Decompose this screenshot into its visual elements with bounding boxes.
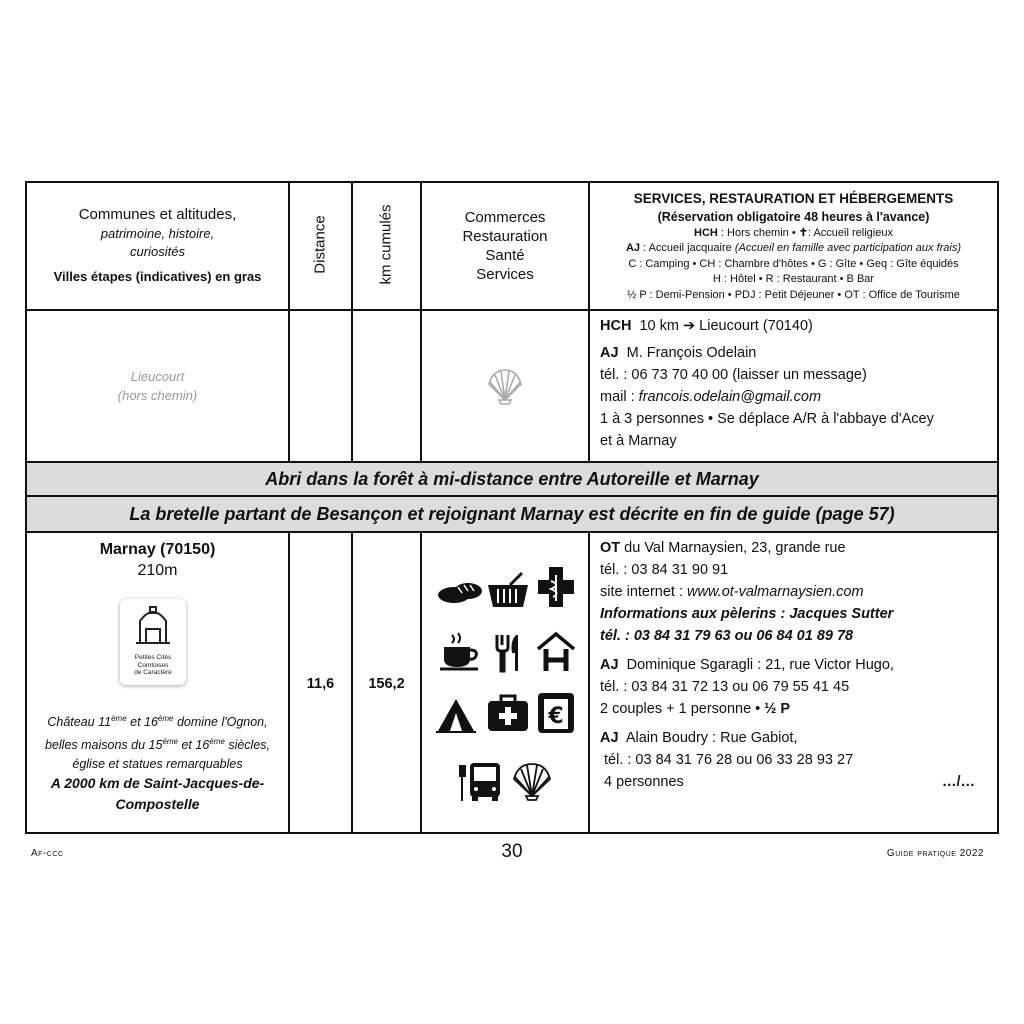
- distance-value: 11,6: [306, 675, 335, 692]
- legend-aj-text: : Accueil jacquaire: [640, 242, 735, 255]
- aj1-tel: tél. : 03 84 31 72 13 ou 06 79 55 41 45: [600, 679, 850, 695]
- marnay-cumul: [353, 533, 420, 834]
- pilgrim-info: Informations aux pèlerins : Jacques Sutter: [600, 606, 894, 622]
- aj-label: AJ: [600, 345, 619, 361]
- aj2-text: Alain Boudry : Rue Gabiot,: [625, 730, 798, 746]
- lieucourt-services-icons: [422, 311, 588, 461]
- svg-text:€: €: [548, 704, 564, 729]
- petites-cites-logo: [120, 599, 186, 685]
- heritage-line-2: [27, 732, 288, 755]
- compostelle-line-1: A 2000 km de Saint-Jacques-de-: [50, 775, 265, 791]
- restaurant-icon: [494, 633, 522, 673]
- header-km: [353, 183, 420, 309]
- marnay-name: Marnay (70150): [99, 541, 216, 558]
- cross-icon: ✝: [798, 226, 808, 239]
- basket-icon: [486, 569, 530, 609]
- marnay-services-icons: [422, 533, 588, 834]
- header-communes-title: Communes et altitudes,: [78, 206, 237, 223]
- aj2-capacity: 4 personnes: [604, 774, 684, 790]
- header-communes-sub1: patrimoine, histoire,: [100, 226, 215, 241]
- lieucourt-services: [590, 311, 997, 461]
- heritage-text: domine l'Ognon,: [173, 715, 268, 730]
- marnay-services: [590, 533, 997, 834]
- hch-text: 10 km ➔ Lieucourt (70140): [639, 318, 813, 334]
- services-reservation: (Réservation obligatoire 48 heures à l'avance): [657, 209, 930, 224]
- coffee-icon: [438, 631, 482, 673]
- heritage-text: siècles,: [224, 738, 270, 753]
- aj2-label: AJ: [600, 730, 619, 746]
- scallop-shell-icon: [510, 761, 554, 801]
- marnay-compostelle: [27, 773, 288, 815]
- services-title: SERVICES, RESTAURATION ET HÉBERGEMENTS: [633, 190, 954, 206]
- logo-text: [120, 654, 186, 677]
- bread-icon: [436, 577, 484, 607]
- legend-aj: AJ: [625, 242, 641, 255]
- atm-icon: [536, 691, 576, 735]
- mail-link[interactable]: francois.odelain@gmail.com: [638, 389, 822, 405]
- header-distance-label: Distance: [311, 215, 329, 274]
- aj2-capacity-line: [600, 771, 997, 793]
- footer-left: Af-ccc: [31, 848, 64, 859]
- continued-marker: …/…: [941, 774, 975, 790]
- marnay-commune: [27, 533, 288, 834]
- cumul-value: 156,2: [368, 675, 405, 692]
- heritage-sup: ème: [111, 714, 127, 723]
- heritage-line-3: église et statues remarquables: [72, 757, 243, 772]
- heritage-text: Château 11: [47, 715, 112, 730]
- aj1-text: Dominique Sgaragli : 21, rue Victor Hugo,: [626, 657, 894, 673]
- legend-cross-text: : Accueil religieux: [807, 226, 893, 239]
- ot-tel: tél. : 03 84 31 90 91: [600, 562, 729, 578]
- header-services: [590, 183, 997, 309]
- logo-line: de Caractère: [134, 669, 172, 676]
- mail-label: mail :: [600, 389, 639, 405]
- header-km-label: km cumulés: [377, 204, 395, 285]
- heritage-text: et 16: [178, 738, 210, 753]
- aj1-capacity: [600, 698, 997, 720]
- legend-line-1: [694, 226, 893, 242]
- castle-logo-icon: [120, 599, 186, 649]
- lieucourt-name: Lieucourt: [130, 369, 185, 384]
- services-table: [25, 181, 999, 834]
- legend-aj-note: (Accueil en famille avec participation aux frais): [734, 242, 962, 255]
- site-label: site internet :: [600, 584, 688, 600]
- lieucourt-hch: [600, 315, 997, 337]
- lieucourt-capacity-2: et à Marnay: [600, 433, 677, 449]
- banner-bretelle-text: La bretelle partant de Besançon et rejoignant Marnay est décrite en fin de guide (page 57): [129, 503, 895, 524]
- heritage-sup: ème: [157, 714, 174, 723]
- header-commerces-line: Restauration: [462, 228, 548, 245]
- lieucourt-aj: [600, 342, 997, 364]
- banner-shelter: [27, 463, 997, 495]
- hotel-icon: [536, 631, 576, 673]
- header-distance: [290, 183, 351, 309]
- legend-line-5: ½ P : Demi-Pension • PDJ : Petit Déjeuner • OT : Office de Tourisme: [627, 288, 960, 301]
- legend-hch-text: : Hors chemin •: [717, 226, 799, 239]
- ot-text: du Val Marnaysien, 23, grande rue: [620, 540, 846, 556]
- ot-label: OT: [600, 540, 621, 556]
- aj1-label: AJ: [600, 657, 619, 673]
- marnay-altitude: 210m: [137, 562, 178, 579]
- lieucourt-commune: [27, 311, 288, 461]
- compostelle-line-2: Compostelle: [115, 796, 200, 812]
- logo-line: Comtoises: [137, 661, 169, 669]
- header-commerces: [422, 183, 588, 309]
- heritage-line-1: [27, 709, 288, 732]
- aj1-capacity-text: 2 couples + 1 personne •: [600, 701, 765, 717]
- pharmacy-icon: [536, 565, 576, 609]
- page-number: 30: [501, 841, 523, 862]
- legend-line-2: [626, 241, 961, 257]
- aj1-line: [600, 654, 997, 676]
- logo-line: Petites Cités: [134, 654, 172, 661]
- marnay-distance: [290, 533, 351, 834]
- legend-line-4: H : Hôtel • R : Restaurant • B Bar: [712, 273, 875, 286]
- header-commerces-line: Commerces: [464, 209, 546, 226]
- banner-bretelle: [27, 497, 997, 531]
- heritage-text: et 16: [126, 715, 158, 730]
- heritage-text: belles maisons du 15: [45, 738, 163, 753]
- header-communes: [27, 183, 288, 309]
- footer-right: Guide pratique 2022: [886, 848, 984, 859]
- aj-name: M. François Odelain: [626, 345, 757, 361]
- ot-site: [600, 581, 997, 603]
- ot-line: [600, 537, 997, 559]
- marnay-heritage: [27, 709, 288, 774]
- header-communes-sub2: curiosités: [130, 244, 185, 259]
- lieucourt-tel: tél. : 06 73 70 40 00 (laisser un message): [600, 367, 867, 383]
- legend-line-3: C : Camping • CH : Chambre d'hôtes • G : Gîte • Geq : Gîte équidés: [628, 257, 959, 270]
- header-commerces-line: Services: [476, 266, 534, 283]
- header-communes-bold: Villes étapes (indicatives) en gras: [53, 269, 262, 284]
- aj1-half-board: ½ P: [764, 701, 791, 717]
- lieucourt-capacity-1: 1 à 3 personnes • Se déplace A/R à l'abbaye d'Acey: [600, 411, 934, 427]
- header-commerces-line: Santé: [485, 247, 525, 264]
- camping-icon: [436, 697, 476, 733]
- bus-icon: [458, 761, 502, 803]
- hch-label: HCH: [600, 318, 632, 334]
- lieucourt-note: (hors chemin): [117, 388, 198, 403]
- heritage-sup: ème: [162, 737, 178, 747]
- heritage-sup: ème: [209, 737, 225, 747]
- lieucourt-mail: [600, 386, 997, 408]
- scallop-shell-icon: [485, 367, 525, 405]
- pilgrim-info-tel: tél. : 03 84 31 79 63 ou 06 84 01 89 78: [600, 628, 854, 644]
- legend-hch: HCH: [694, 226, 718, 239]
- site-link[interactable]: www.ot-valmarnaysien.com: [687, 584, 864, 600]
- banner-shelter-text: Abri dans la forêt à mi-distance entre Autoreille et Marnay: [265, 468, 759, 489]
- aj2-tel: tél. : 03 84 31 76 28 ou 06 33 28 93 27: [604, 752, 854, 768]
- aj2-line: [600, 727, 997, 749]
- medical-icon: [486, 693, 530, 733]
